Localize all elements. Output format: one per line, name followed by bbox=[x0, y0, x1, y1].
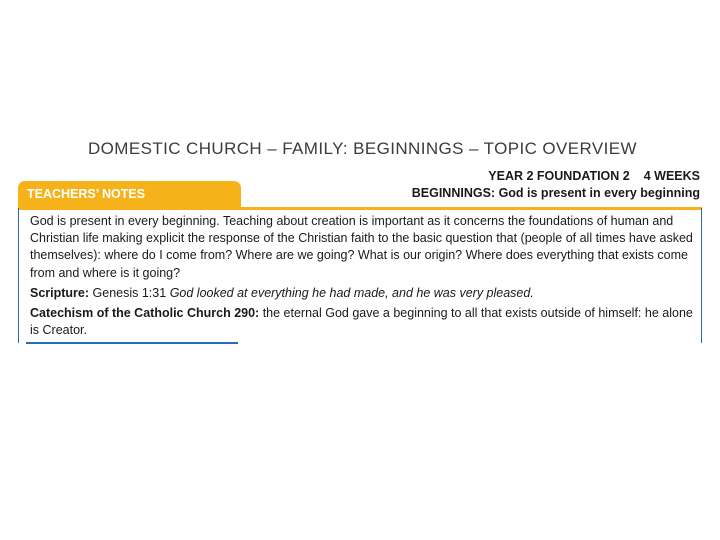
teachers-notes-label: TEACHERS’ NOTES bbox=[27, 187, 146, 201]
topic-label: BEGINNINGS: bbox=[411, 186, 496, 200]
duration: 4 WEEKS bbox=[643, 169, 700, 183]
scripture-quote: God looked at everything he had made, and he was very pleased. bbox=[169, 285, 534, 300]
catechism-label: Catechism of the Catholic Church 290: bbox=[30, 306, 260, 321]
notes-intro: God is present in every beginning. Teaching about creation is important as it concerns the foundations of human and Christian life making explicit the response of the Christian faith to the basic question that (people of all times have asked themselves): where do I come from? Where are we going? What is our origin? Where does everything that exists come from and where is it going? bbox=[30, 214, 693, 280]
catechism-text: the eternal God gave a beginning to all that exists outside of himself: he alone is Creator. bbox=[30, 306, 693, 338]
bottom-rule bbox=[26, 342, 238, 344]
notes-content bbox=[30, 213, 694, 341]
scripture-line bbox=[30, 285, 694, 302]
topic-line bbox=[412, 185, 700, 202]
catechism-line bbox=[30, 305, 694, 339]
teachers-notes-tab bbox=[18, 181, 241, 208]
scripture-ref: Genesis 1:31 bbox=[92, 285, 167, 300]
unit-header bbox=[412, 168, 700, 202]
year-line bbox=[412, 168, 700, 185]
topic-text: God is present in every beginning bbox=[498, 186, 700, 200]
page-title: DOMESTIC CHURCH – FAMILY: BEGINNINGS – TOPIC OVERVIEW bbox=[88, 139, 637, 158]
year-level: YEAR 2 FOUNDATION 2 bbox=[488, 169, 630, 183]
scripture-label: Scripture: bbox=[30, 285, 90, 300]
